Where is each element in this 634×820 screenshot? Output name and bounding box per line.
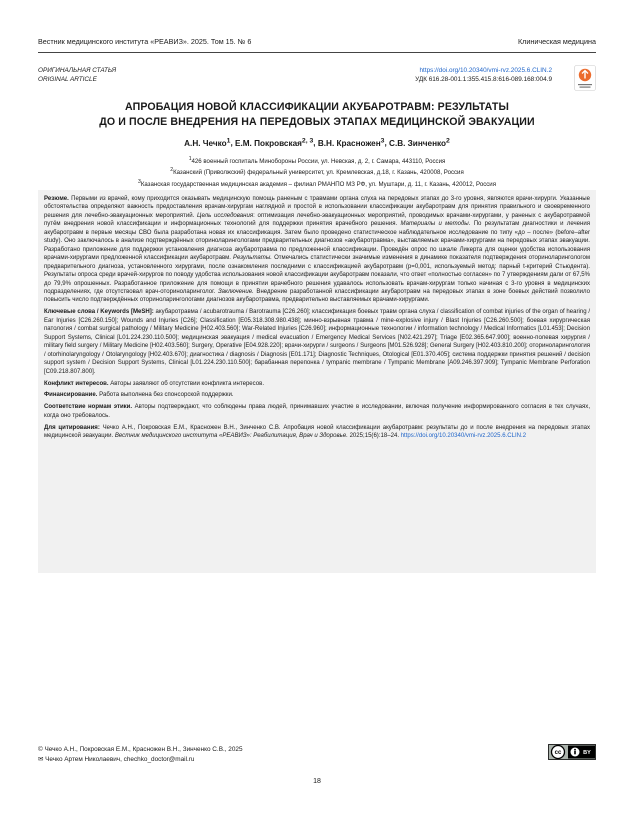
citation-doi-link[interactable]: https://doi.org/10.20340/vmi-rvz.2025.6.CLIN.2 xyxy=(400,433,527,440)
funding: Финансирование. Работа выполнена без спонсорской поддержки. xyxy=(44,392,234,399)
article-type-ru: ОРИГИНАЛЬНАЯ СТАТЬЯ xyxy=(38,67,117,74)
article-type xyxy=(38,66,116,84)
udc-code: УДК 616.28-001.1:355.415.8:616-089.168:004.9 xyxy=(415,76,552,83)
affiliation: $^3$Казанская государственная медицинская академия – филиал РМАНПО МЗ РФ, ул. Муштари, д. 11, г. Казань, 420012, Россия xyxy=(137,178,497,188)
keywords: Ключевые слова / Keywords [MeSH]: акубаротравма / acubarotrauma / Barotrauma [C26.260]; классификация боевых травм органа слуха / classification of combat injuries of the organ of hearing / Ear Injuries [C26.260.150]; Wounds and Injuries [C26]; Classification [E05.318.308.980.438]; минно-взрывная травма / mine-explosive injury / Blast Injuries [C26.260.500]; боевая хирургическая патология / combat surgical pathology / Military Medicine [H02.403.560]; War-Related Injuries [C26.960]; информационные технологии / information technology / Medical Informatics [L01.453]; Decision Support Systems, Clinical [L01.224.230.110.500]; медицинская эвакуация / medical evacuation / Emergency Medical Services [N02.421.297]; Triage [E02.365.647.900]; военно-полевая хирургия / military field surgery / Military Medicine [H02.403.560]; Surgery, Operative [E04.928.220]; врачи-хирурги / surgeons / Surgeons [M01.526.928]; General Surgery [H02.403.810.200]; оториноларингология / otorhinolaryngology / Otolaryngology [H02.403.670]; диагностика / diagnosis / Diagnosis [E01.171]; Diagnostic Techniques, Otological [E01.370.405]; система поддержки принятия решений / decision support system / Decision Support Systems, Clinical [L01.224.230.110.500]; барабанная перепонка / tympanic membrane / Tympanic Membrane [A09.246.397.909]; Tympanic Membrane Perforation [C09.218.807.800]. xyxy=(44,309,591,375)
title-line-1: АПРОБАЦИЯ НОВОЙ КЛАССИФИКАЦИИ АКУБАРОТРАВМ: РЕЗУЛЬТАТЫ xyxy=(125,101,509,113)
copyright: © Чечко А.Н., Покровская Е.М., Красножен В.Н., Зинченко С.В., 2025 xyxy=(38,746,243,753)
author: В.Н. Красножен$^3$ xyxy=(317,137,385,148)
page-number: 18 xyxy=(313,778,321,785)
article-type-en: ORIGINAL ARTICLE xyxy=(38,76,97,83)
check-for-updates-icon[interactable] xyxy=(574,65,596,91)
article-meta xyxy=(38,66,596,96)
abstract-box xyxy=(38,190,596,573)
author: А.Н. Чечко$^1$ xyxy=(184,137,231,148)
affiliation: $^1$426 военный госпиталь Минобороны России, ул. Невская, д. 2, г. Самара, 443110, Россия xyxy=(188,156,446,166)
svg-text:BY: BY xyxy=(583,750,591,756)
citation: Для цитирования: Чечко А.Н., Покровская Е.М., Красножен В.Н., Зинченко С.В. Апробация новой классификации акубаротравм: результаты до и после внедрения на передовых этапах медицинской эвакуации. Вестник медицинского института «РЕАВИЗ»: Реабилитация, Врач и Здоровье. 2025;15(6):18–24. https://doi.org/10.20340/vmi-rvz.2025.6.CLIN.2 xyxy=(44,424,590,440)
page-footer xyxy=(38,745,458,764)
contact: ✉ Чечко Артем Николаевич, chechko_doctor@mail.ru xyxy=(38,755,195,763)
article-title xyxy=(50,100,584,130)
mail-icon: ✉ xyxy=(38,755,46,763)
svg-text:cc: cc xyxy=(554,750,562,757)
article-ids xyxy=(415,66,552,84)
ethics-statement: Соответствие нормам этики. Авторы подтверждают, что соблюдены права людей, принимавших участие в исследовании, включая получение информированного согласия в тех случаях, когда оно требовалось. xyxy=(44,404,591,419)
doi-link[interactable]: https://doi.org/10.20340/vmi-rvz.2025.6.CLIN.2 xyxy=(419,67,552,74)
abstract: Резюме. Первыми из врачей, кому приходится оказывать медицинскую помощь раненым с травмами органа слуха на передовых этапах до 3-го уровня, являются врачи-хирурги. Указанные обстоятельства определяют важность предоставления врачам-хирургам наглядной и простой в использовании классификации акубаротравм для принятия правильного и своевременного решения для лечебно-эвакуационных мероприятий. Цель исследования: оптимизация лечебно-эвакуационных мероприятий, проводимых врачами-хирургами, у раненых с акубаротравмой путём внедрения новой классификации и информационных технологий для поддержки принятия врачебного решения. Материалы и методы. По результатам диагностики и лечения акубаротравм в первые месяцы СВО была разработана новая их классификация. Затем было проведено статистическое наблюдательное исследование по типу «до – после» (before–after study). Оно заключалось в анализе подтверждённых оториноларингологами предварительных диагнозов «акубаротравма», выставляемых врачами-хирургами на передовых этапах эвакуации. Разработано приложение для поддержки установления диагноза акубаротравма по предложенной классификации. Проведён опрос по шкале Ликерта для оценки удобства использования врачами-хирургами предложенной классификации акубаротравм. Результаты. Отмечались статистически значимые изменения в динамике показателя подтверждения оториноларингологом предварительного диагноза, установленного хирургами, после ознакомления последними с классификацией акубаротравм (p=0,001, используемый метод: парный t-критерий Стьюдента). Результаты опроса среди врачей-хирургов по поводу удобства использования новой классификации акубаротравм показали, что ответ «полностью согласен» по 7 утверждениям дали от 67,5% до 79,9% опрошенных. Разработанное приложение для помощи в принятии врачебного решения удавалось использовать врачам-хирургам только начиная с 3-го уровня в медицинских подразделениях, где отсутствовал врач-оториноларинголог. Заключение. Внедрение разработанной классификации акубаротравм на передовых этапах в зоне боевых действий позволило повысить число подтверждённых оториноларингологами диагнозов акубаротравма, предварительно выставляемых врачами-хирургами. xyxy=(44,196,591,304)
author-list: А.Н. Чечко$^1$, Е.М. Покровская$^{2, 3}$, В.Н. Красножен$^3$, С.В. Зинченко$^2$ xyxy=(184,137,450,148)
affiliation: $^2$Казанский (Приволжский) федеральный университет, ул. Кремлевская, д.18, г. Казань, 420008, Россия xyxy=(170,167,464,177)
conflict-of-interest: Конфликт интересов. Авторы заявляют об отсутствии конфликта интересов. xyxy=(44,380,265,387)
title-line-2: ДО И ПОСЛЕ ВНЕДРЕНИЯ НА ПЕРЕДОВЫХ ЭТАПАХ МЕДИЦИНСКОЙ ЭВАКУАЦИИ xyxy=(99,116,535,128)
section-name: Клиническая медицина xyxy=(518,36,596,46)
cc-by-license-icon[interactable] xyxy=(548,744,596,760)
author: С.В. Зинченко$^2$ xyxy=(389,137,450,148)
author: Е.М. Покровская$^{2, 3}$ xyxy=(235,137,314,148)
journal-name: Вестник медицинского института «РЕАВИЗ». 2025. Том 15. № 6 xyxy=(38,36,252,46)
header-divider xyxy=(38,52,596,53)
affiliation-list xyxy=(38,155,596,189)
running-header xyxy=(38,34,596,48)
